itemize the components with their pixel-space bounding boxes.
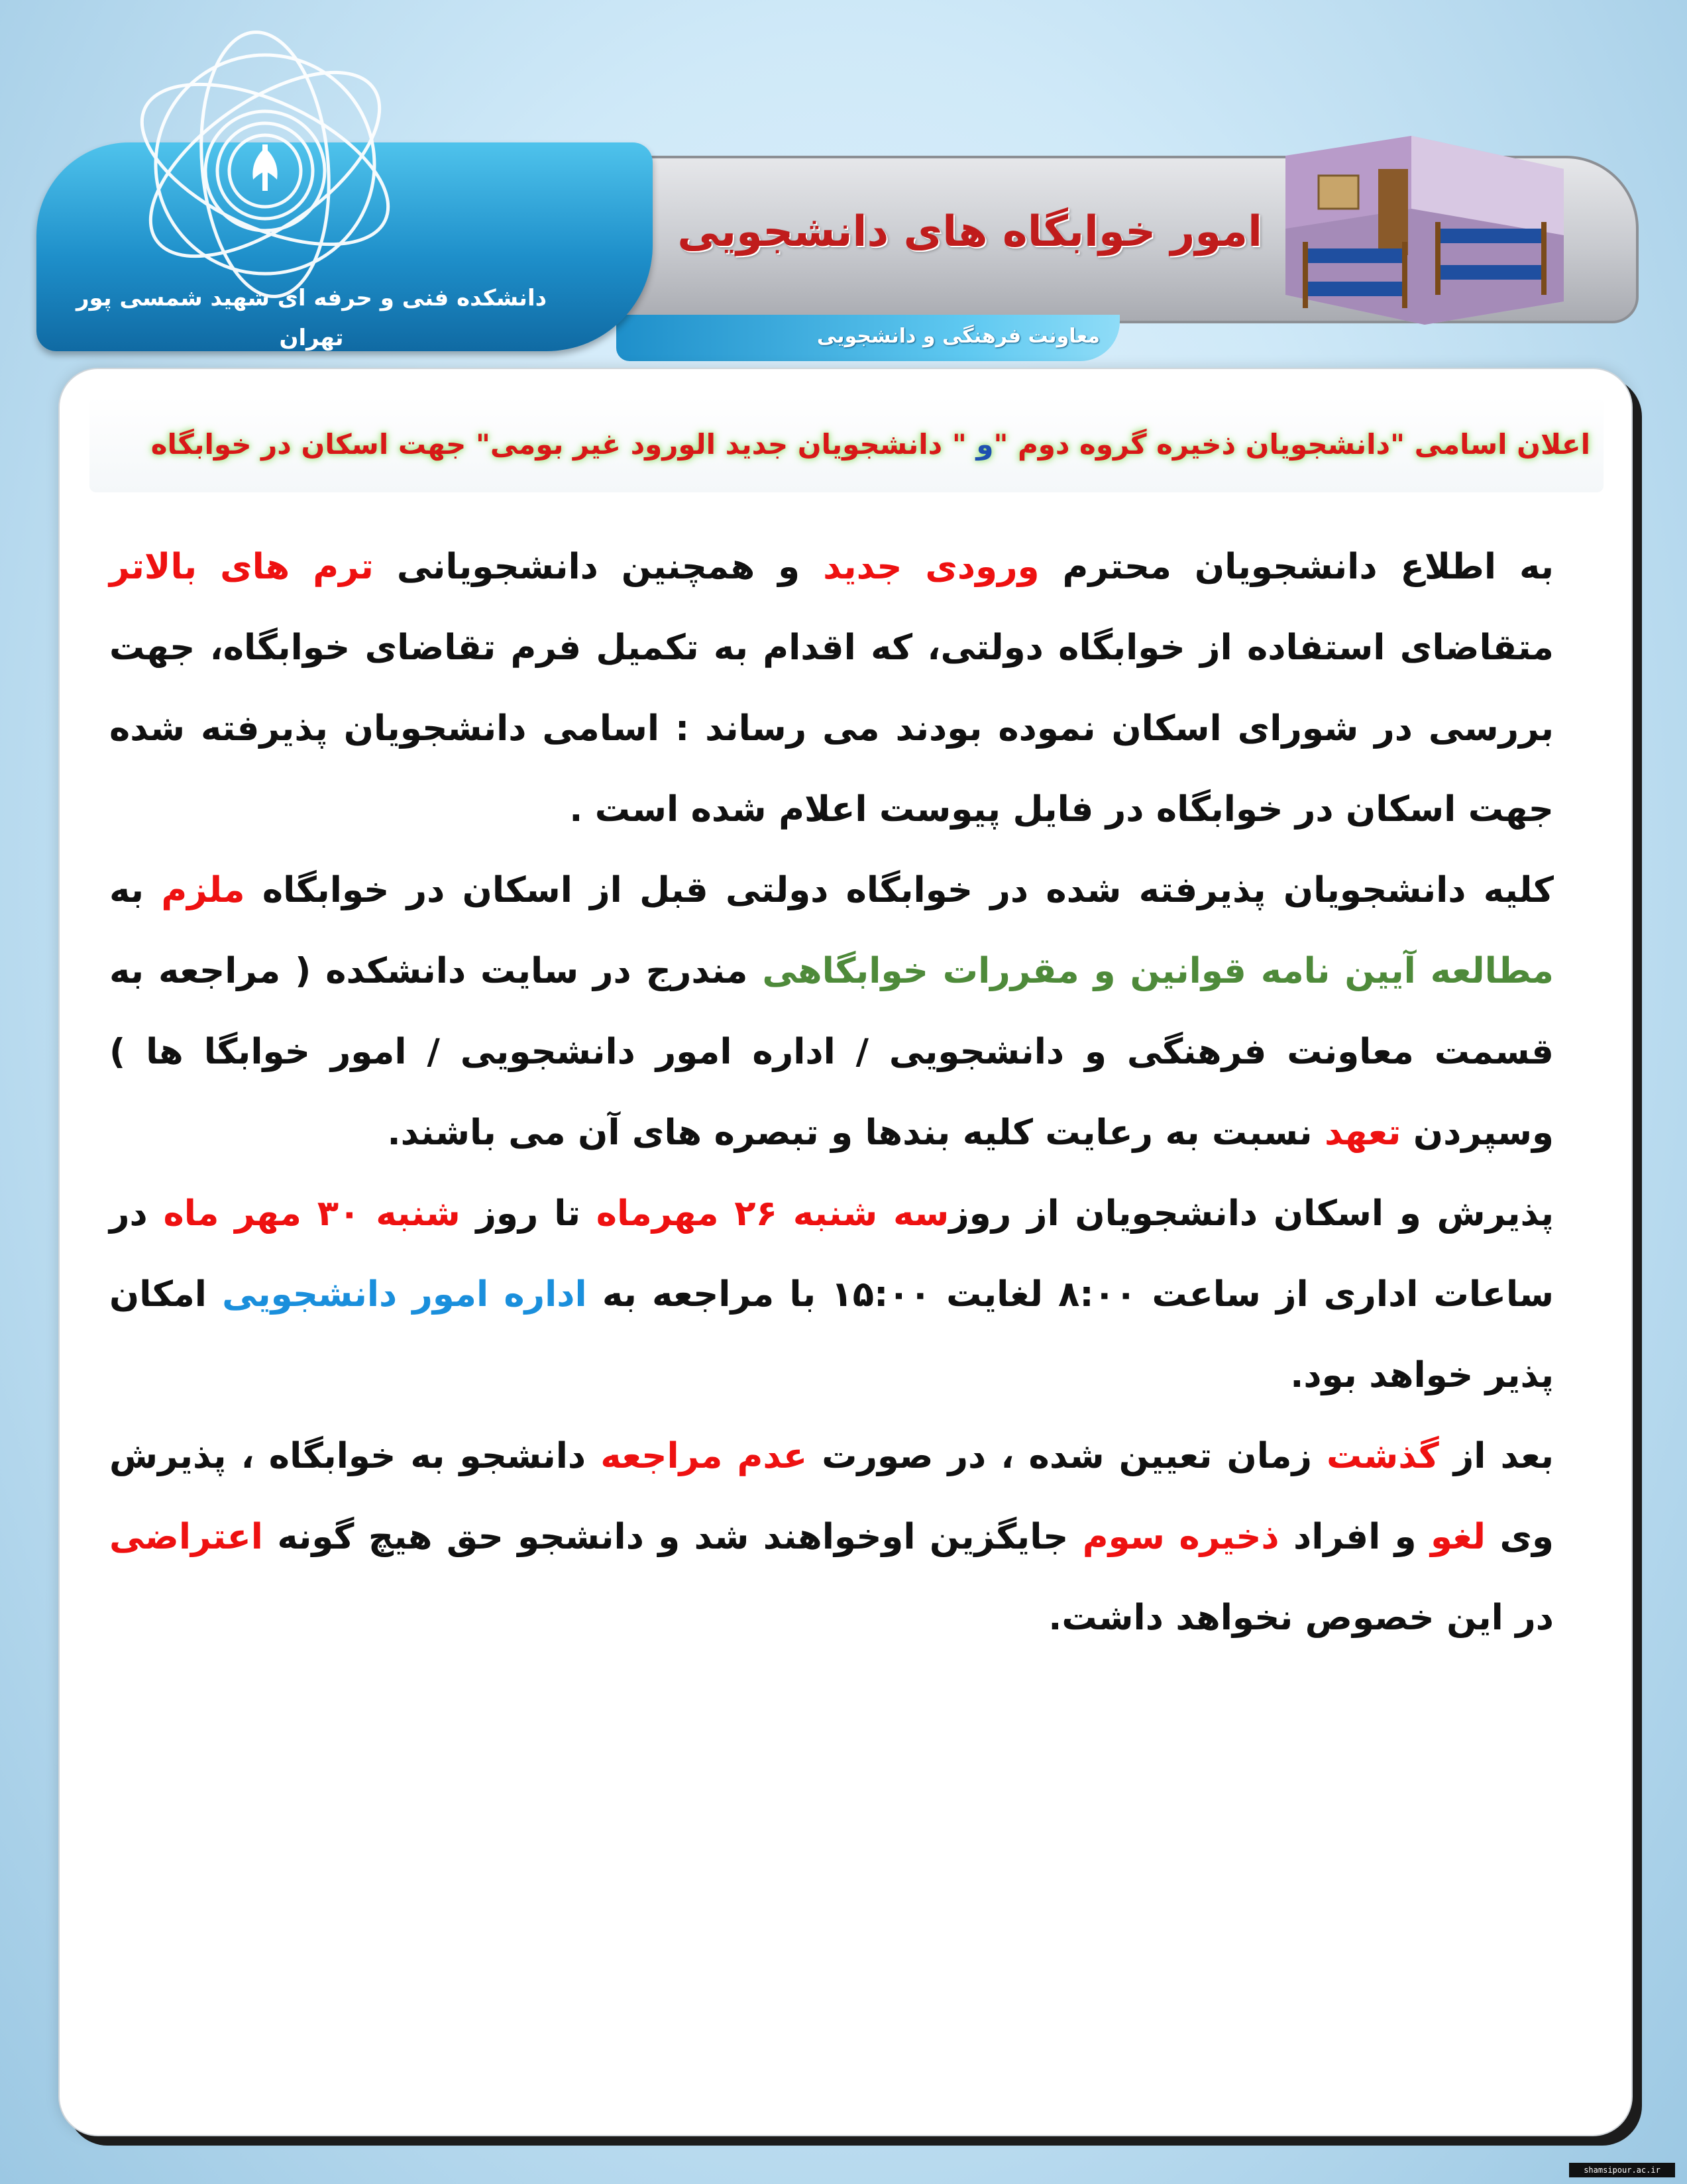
highlight-start-date: سه شنبه ۲۶ مهرماه bbox=[596, 1193, 950, 1234]
highlight-student-affairs: اداره امور دانشجویی bbox=[222, 1274, 587, 1315]
text-run: کلیه دانشجویان پذیرفته شده در خوابگاه دولتی قبل از اسکان در خوابگاه bbox=[245, 870, 1554, 910]
text-run: و همچنین دانشجویانی bbox=[373, 547, 824, 587]
text-run: دانشجو به خوابگاه ، پذیرش وی bbox=[109, 1436, 1554, 1557]
site-watermark: shamsipour.ac.ir bbox=[1569, 2163, 1675, 2177]
paragraph-cancellation bbox=[109, 1416, 1554, 1659]
headline-part: و bbox=[966, 428, 994, 461]
text-run: به اطلاع دانشجویان محترم bbox=[1039, 547, 1554, 587]
text-run: متقاضای استفاده از خوابگاه دولتی، که اقدام به تکمیل فرم تقاضای خوابگاه، جهت بررسی در شورای اسکان نموده بودند می رساند : اسامی دانشجویان پذیرفته شده جهت اسکان در خوابگاه در فایل پیوست اعلام شده است . bbox=[109, 628, 1554, 830]
text-run: در این خصوص نخواهد داشت. bbox=[1048, 1598, 1554, 1638]
headline-part: اعلان اسامی bbox=[1404, 428, 1590, 461]
text-run: جایگزین اوخواهند شد و دانشجو حق هیچ گونه bbox=[262, 1517, 1083, 1557]
dorm-room-illustration bbox=[1279, 129, 1570, 328]
office-title: امور خوابگاه های دانشجویی bbox=[677, 207, 1262, 256]
text-run: نسبت به رعایت کلیه بندها و تبصره های آن می باشند. bbox=[387, 1113, 1325, 1153]
text-run: بعد از bbox=[1439, 1436, 1554, 1476]
highlight-objection: اعتراضی bbox=[109, 1517, 263, 1557]
text-run: مندرج در سایت دانشکده ( مراجعه به قسمت معاونت فرهنگی و دانشجویی / اداره امور دانشجویی / امور خوابگا ها ) وسپردن bbox=[109, 951, 1554, 1153]
college-logo bbox=[113, 12, 417, 317]
highlight-no-show: عدم مراجعه bbox=[600, 1436, 808, 1476]
highlight-cancel: لغو bbox=[1431, 1517, 1486, 1557]
headline-part: جهت اسکان در خوابگاه bbox=[150, 428, 476, 461]
text-run: امکان پذیر خواهد بود. bbox=[109, 1274, 1554, 1395]
deputy-label: معاونت فرهنگی و دانشجویی bbox=[816, 325, 1100, 348]
paragraph-intro bbox=[109, 527, 1554, 850]
highlight-passing: گذشت bbox=[1327, 1436, 1439, 1476]
college-name: دانشکده فنی و حرفه ای شهید شمسی پور تهران bbox=[76, 285, 547, 351]
highlight-regulations: مطالعه آیین نامه قوانین و مقررات خوابگاهی bbox=[762, 951, 1554, 991]
announcement-headline bbox=[103, 410, 1590, 479]
text-run: در ساعات اداری از ساعت ۸:۰۰ لغایت ۱۵:۰۰ با مراجعه به bbox=[109, 1193, 1554, 1315]
highlight-commitment: تعهد bbox=[1325, 1113, 1401, 1153]
headline-part: "دانشجویان ذخیره گروه دوم " bbox=[993, 428, 1405, 461]
highlight-end-date: شنبه ۳۰ مهر ماه bbox=[163, 1193, 461, 1234]
text-run: زمان تعیین شده ، در صورت bbox=[807, 1436, 1327, 1476]
paragraph-schedule bbox=[109, 1174, 1554, 1416]
text-run: تا روز bbox=[460, 1193, 596, 1234]
highlight-third-reserve: ذخیره سوم bbox=[1082, 1517, 1279, 1557]
announcement-body bbox=[109, 527, 1554, 1659]
text-run: پذیرش و اسکان دانشجویان از روز bbox=[949, 1193, 1554, 1234]
headline-part: " دانشجویان جدید الورود غیر بومی" bbox=[475, 428, 967, 461]
text-run: به bbox=[109, 870, 162, 910]
highlight-new-students: ورودی جدید bbox=[823, 547, 1040, 587]
highlight-obligated: ملزم bbox=[161, 870, 245, 910]
highlight-upper-terms: ترم های بالاتر bbox=[109, 547, 374, 587]
text-run: و افراد bbox=[1279, 1517, 1431, 1557]
paragraph-rules bbox=[109, 850, 1554, 1174]
